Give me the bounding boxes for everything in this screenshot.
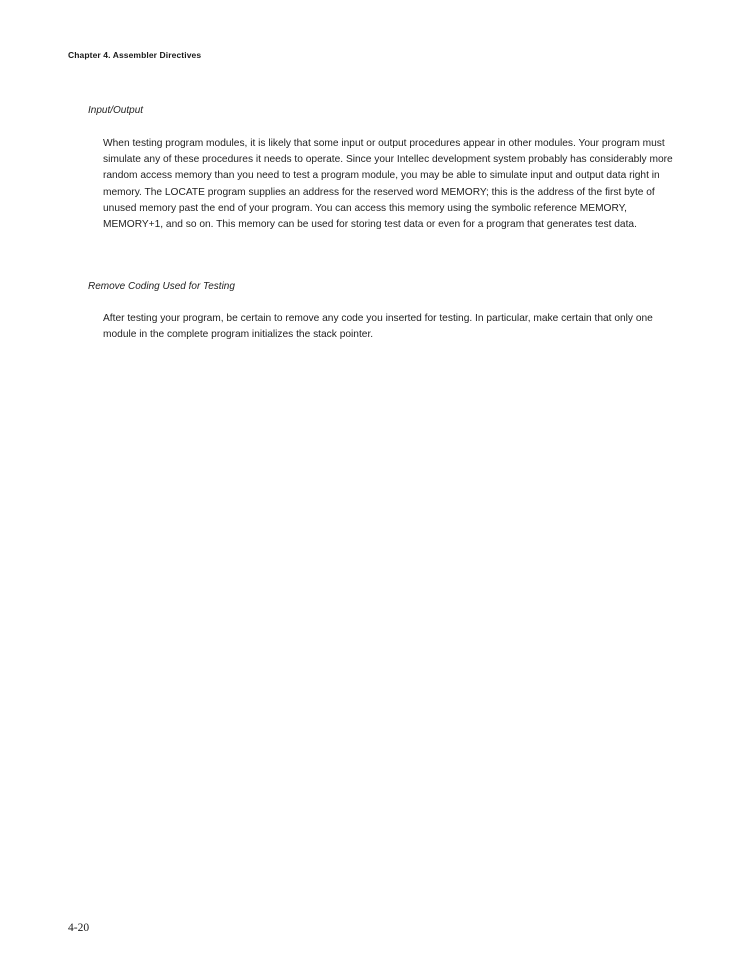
section-body-remove-coding: After testing your program, be certain to remove any code you inserted for testing. In particular, make certain that only one module in the complete program initializes the stack pointer. <box>103 313 653 341</box>
section-body-input-output: When testing program modules, it is likely that some input or output procedures appear in other modules. Your program must simulate any of these procedures it needs to operate. Since your Intellec development system probably has considerably more random access memory than you need to test a program module, you may be able to simulate input and output data right in memory. The LOCATE program supplies an address for the reserved word MEMORY; this is the address of the first byte of unused memory past the end of your program. You can access this memory using the symbolic reference MEMORY, MEMORY+1, and so on. This memory can be used for storing test data or even for a program that generates test data. <box>103 138 673 231</box>
section-heading-remove-coding: Remove Coding Used for Testing <box>88 281 235 292</box>
running-head: Chapter 4. Assembler Directives <box>68 50 202 60</box>
page-number: 4-20 <box>68 922 90 934</box>
section-heading-input-output: Input/Output <box>88 105 144 116</box>
